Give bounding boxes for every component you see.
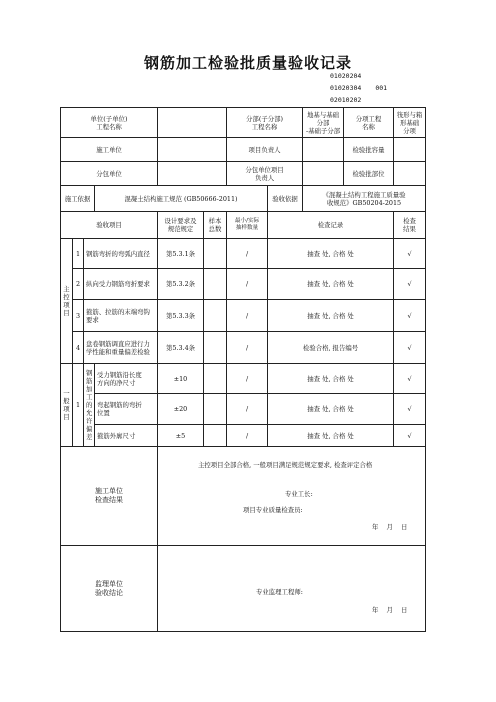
project-manager-value[interactable] [303, 138, 344, 162]
main-item-result: √ [394, 239, 426, 269]
main-item-clause: 第5.3.3条 [158, 300, 204, 332]
general-item-name: 箍筋外廓尺寸 [95, 425, 158, 447]
col-header-item: 验收项目 [61, 212, 158, 239]
main-item-no: 3 [73, 300, 84, 332]
main-item-sample-total[interactable] [204, 332, 227, 364]
batch-capacity-value[interactable] [394, 138, 426, 162]
main-item-name: 箍筋、拉筋的末端弯钩 要求 [84, 300, 158, 332]
main-item-record: 抽查 处, 合格 处 [268, 239, 394, 269]
code-line-2-value: 01020304 [330, 84, 362, 92]
general-item-tolerance: ±20 [158, 394, 204, 425]
main-item-name: 纵向受力钢筋弯折要求 [84, 269, 158, 300]
contractor-check-label: 施工单位 检查结果 [61, 447, 158, 546]
code-line-1: 01020204 [330, 72, 362, 80]
sub-manager-label: 分包单位项目 负责人 [227, 162, 303, 186]
col-header-sample: 样本 总数 [204, 212, 227, 239]
main-item-result: √ [394, 269, 426, 300]
contractor-label: 施工单位 [61, 138, 158, 162]
main-item-result: √ [394, 300, 426, 332]
contractor-check-cell [158, 447, 426, 546]
general-group-label: 钢筋 加工 的允 许偏 差 [84, 364, 95, 447]
item-name-value: 筏形与箱形基础 分项 [394, 108, 426, 138]
basis-value: 混凝土结构施工规范 (GB50666-2011) [95, 186, 268, 212]
supervisor-engineer-signature: 专业监理工程师: [256, 588, 303, 596]
unit-name-label: 单位(子单位) 工程名称 [61, 108, 158, 138]
acceptance-basis-value: 《混凝土结构工程施工质量验 收规范》GB50204-2015 [303, 186, 426, 212]
general-item-record: 抽查 处, 合格 处 [268, 394, 394, 425]
code-line-2 [330, 82, 387, 94]
contractor-value[interactable] [158, 138, 227, 162]
main-item-no: 2 [73, 269, 84, 300]
general-item-result: √ [394, 425, 426, 447]
main-item-no: 1 [73, 239, 84, 269]
general-item-min-sample: / [227, 425, 268, 447]
general-item-min-sample: / [227, 394, 268, 425]
main-item-record: 检验合格, 报告编号 [268, 332, 394, 364]
general-item-sample-total[interactable] [204, 425, 227, 447]
col-header-min-sample: 最小/实际 抽样数量 [227, 212, 268, 239]
main-item-sample-total[interactable] [204, 269, 227, 300]
general-item-tolerance: ±5 [158, 425, 204, 447]
general-items-label: 一 般 项 目 [61, 364, 73, 447]
batch-location-label: 检验批部位 [344, 162, 394, 186]
main-item-clause: 第5.3.1条 [158, 239, 204, 269]
acceptance-record-table [60, 107, 426, 632]
col-header-design: 设计要求及 规范规定 [158, 212, 204, 239]
supervisor-label: 监理单位 验收结论 [61, 546, 158, 632]
general-item-sample-total[interactable] [204, 364, 227, 394]
supervisor-cell [158, 546, 426, 632]
main-item-no: 4 [73, 332, 84, 364]
general-item-no: 1 [73, 364, 84, 447]
col-header-record: 检查记录 [268, 212, 394, 239]
main-item-min-sample: / [227, 300, 268, 332]
main-item-record: 抽查 处, 合格 处 [268, 300, 394, 332]
quality-inspector-signature: 项目专业质量检查员: [243, 506, 303, 514]
main-item-min-sample: / [227, 269, 268, 300]
basis-label: 施工依据 [61, 186, 95, 212]
sub-unit-label: 分部(子分部) 工程名称 [227, 108, 303, 138]
sub-manager-value[interactable] [303, 162, 344, 186]
main-item-result: √ [394, 332, 426, 364]
col-header-result: 检查 结果 [394, 212, 426, 239]
general-item-result: √ [394, 364, 426, 394]
contractor-check-conclusion: 主控项目全部合格, 一般项目满足规范规定要求, 检查评定合格 [198, 461, 373, 469]
general-item-sample-total[interactable] [204, 394, 227, 425]
foreman-signature: 专业工长: [285, 490, 313, 498]
main-item-sample-total[interactable] [204, 239, 227, 269]
page-title: 钢筋加工检验批质量验收记录 [143, 54, 352, 72]
general-item-record: 抽查 处, 合格 处 [268, 425, 394, 447]
main-item-min-sample: / [227, 332, 268, 364]
supervisor-date: 年 月 日 [372, 606, 408, 614]
subcontractor-label: 分包单位 [61, 162, 158, 186]
subcontractor-value[interactable] [158, 162, 227, 186]
main-item-name: 钢筋弯折的弯弧内直径 [84, 239, 158, 269]
code-block [330, 70, 387, 106]
main-control-label: 主 控 项 目 [61, 239, 73, 364]
general-item-tolerance: ±10 [158, 364, 204, 394]
sub-unit-value: 地基与基础分部 -基础子分部 [303, 108, 344, 138]
general-item-result: √ [394, 394, 426, 425]
acceptance-basis-label: 验收依据 [268, 186, 303, 212]
main-item-name: 盘卷钢筋调直应进行力 学性能和重量偏差检验 [84, 332, 158, 364]
main-item-sample-total[interactable] [204, 300, 227, 332]
code-line-3: 02010202 [330, 96, 362, 104]
main-item-record: 抽查 处, 合格 处 [268, 269, 394, 300]
code-line-2-suffix: 001 [375, 84, 388, 92]
main-item-clause: 第5.3.2条 [158, 269, 204, 300]
unit-name-value[interactable] [158, 108, 227, 138]
batch-capacity-label: 检验批容量 [344, 138, 394, 162]
project-manager-label: 项目负责人 [227, 138, 303, 162]
general-item-name: 弯起钢筋的弯折 位置 [95, 394, 158, 425]
main-item-clause: 第5.3.4条 [158, 332, 204, 364]
general-item-min-sample: / [227, 364, 268, 394]
main-item-min-sample: / [227, 239, 268, 269]
batch-location-value[interactable] [394, 162, 426, 186]
general-item-record: 抽查 处, 合格 处 [268, 364, 394, 394]
general-item-name: 受力钢筋沿长度 方向的净尺寸 [95, 364, 158, 394]
item-name-label: 分项工程 名称 [344, 108, 394, 138]
contractor-date: 年 月 日 [372, 523, 408, 531]
